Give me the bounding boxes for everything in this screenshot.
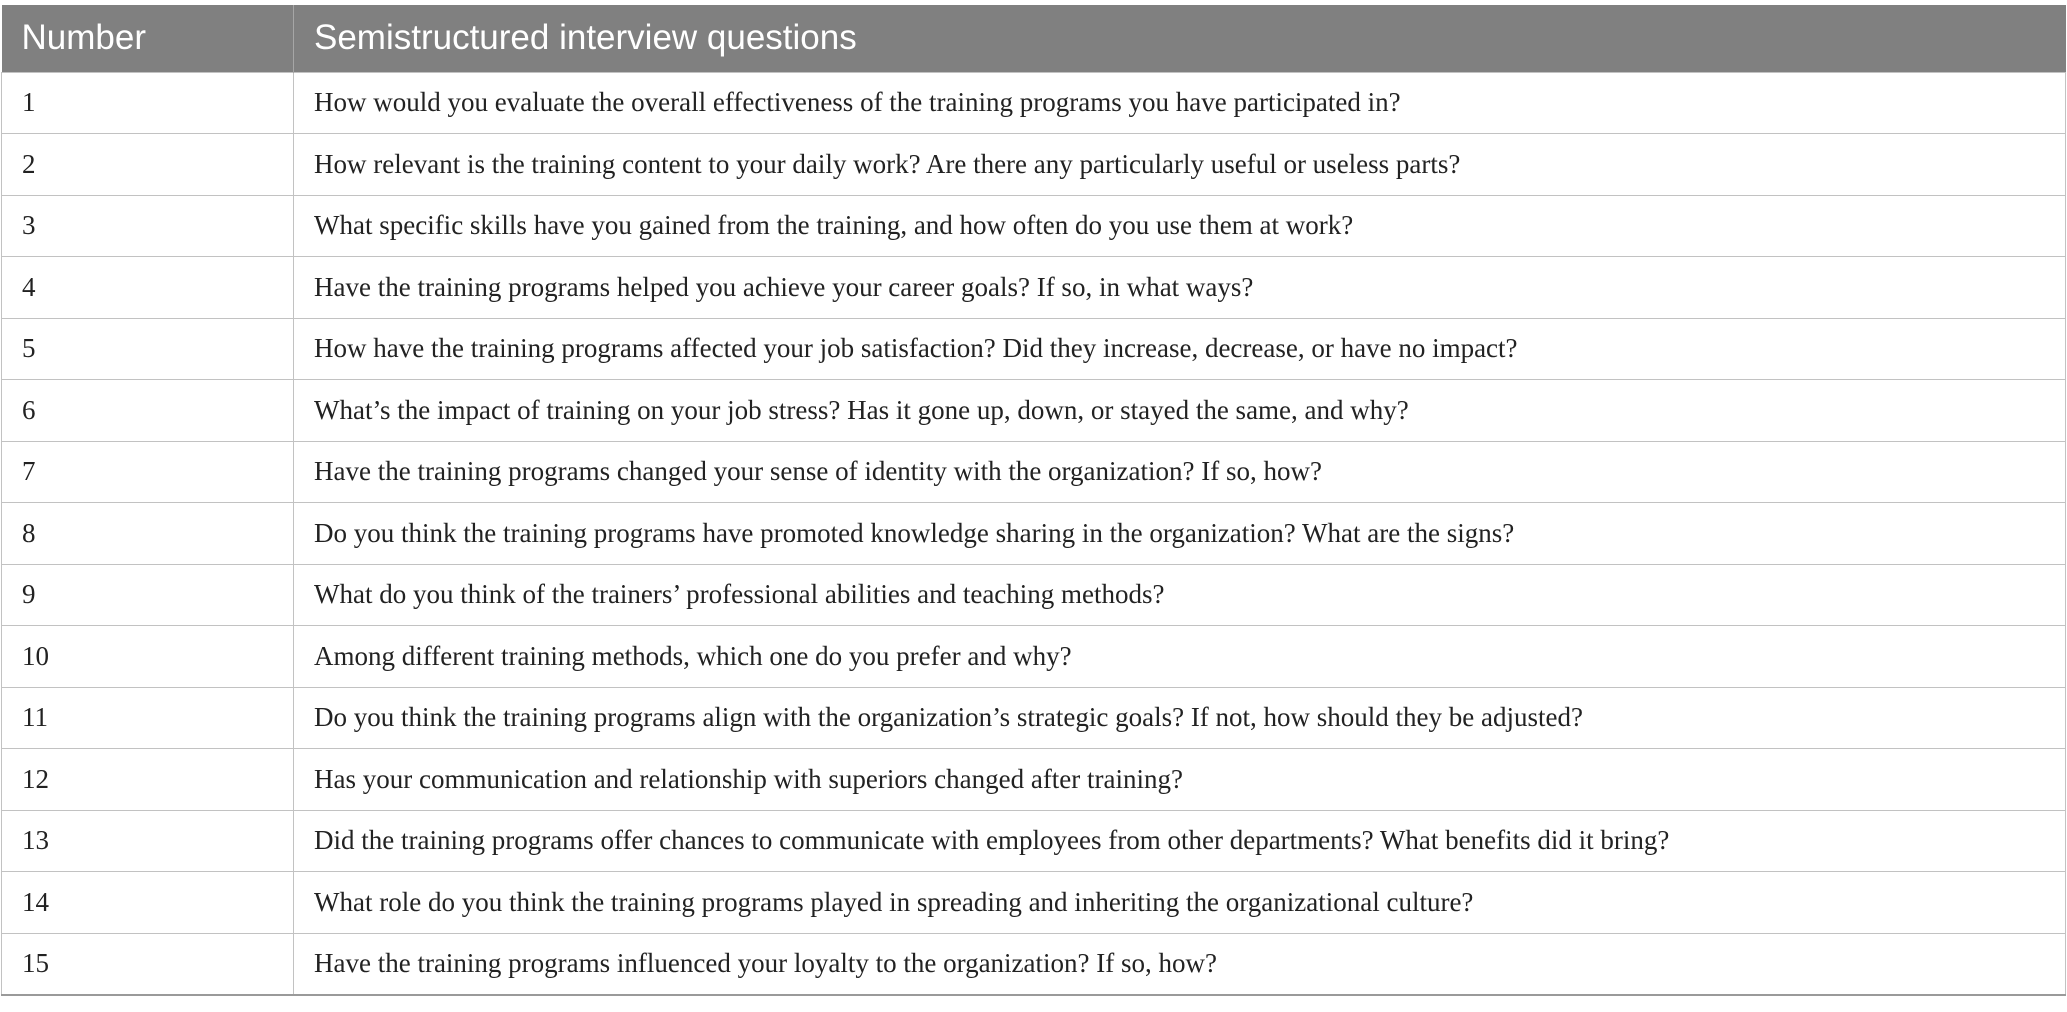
row-number: 8 xyxy=(2,503,294,565)
row-question: How relevant is the training content to your daily work? Are there any particularly useful or useless parts? xyxy=(294,134,2066,196)
row-question: How would you evaluate the overall effectiveness of the training programs you have participated in? xyxy=(294,72,2066,134)
row-question: Do you think the training programs have promoted knowledge sharing in the organization? What are the signs? xyxy=(294,503,2066,565)
table-row xyxy=(2,72,2066,134)
header-question: Semistructured interview questions xyxy=(294,5,2066,72)
row-number: 9 xyxy=(2,564,294,626)
row-question: Did the training programs offer chances to communicate with employees from other departments? What benefits did it bring? xyxy=(294,810,2066,872)
row-number: 15 xyxy=(2,933,294,995)
row-question: How have the training programs affected your job satisfaction? Did they increase, decrease, or have no impact? xyxy=(294,318,2066,380)
row-question: What do you think of the trainers’ professional abilities and teaching methods? xyxy=(294,564,2066,626)
row-number: 14 xyxy=(2,872,294,934)
table-row xyxy=(2,134,2066,196)
row-question: What specific skills have you gained from the training, and how often do you use them at work? xyxy=(294,195,2066,257)
header-number: Number xyxy=(2,5,294,72)
table-row xyxy=(2,626,2066,688)
row-question: Has your communication and relationship with superiors changed after training? xyxy=(294,749,2066,811)
table-row xyxy=(2,933,2066,995)
table-row xyxy=(2,564,2066,626)
header-row xyxy=(2,5,2066,72)
table-row xyxy=(2,749,2066,811)
table-body xyxy=(2,72,2066,995)
row-question: Have the training programs influenced your loyalty to the organization? If so, how? xyxy=(294,933,2066,995)
row-number: 13 xyxy=(2,810,294,872)
table-row xyxy=(2,872,2066,934)
row-number: 2 xyxy=(2,134,294,196)
row-number: 5 xyxy=(2,318,294,380)
row-number: 1 xyxy=(2,72,294,134)
table-row xyxy=(2,195,2066,257)
table-row xyxy=(2,503,2066,565)
row-number: 11 xyxy=(2,687,294,749)
row-question: Have the training programs helped you achieve your career goals? If so, in what ways? xyxy=(294,257,2066,319)
interview-questions-table xyxy=(1,5,2066,996)
interview-questions-table-container xyxy=(1,5,2065,996)
table-row xyxy=(2,687,2066,749)
row-question: Have the training programs changed your sense of identity with the organization? If so, how? xyxy=(294,441,2066,503)
row-number: 10 xyxy=(2,626,294,688)
table-row xyxy=(2,810,2066,872)
row-number: 7 xyxy=(2,441,294,503)
table-row xyxy=(2,257,2066,319)
row-number: 3 xyxy=(2,195,294,257)
table-row xyxy=(2,441,2066,503)
row-number: 12 xyxy=(2,749,294,811)
row-question: Among different training methods, which one do you prefer and why? xyxy=(294,626,2066,688)
table-row xyxy=(2,380,2066,442)
row-number: 4 xyxy=(2,257,294,319)
row-question: What role do you think the training programs played in spreading and inheriting the organizational culture? xyxy=(294,872,2066,934)
row-question: What’s the impact of training on your job stress? Has it gone up, down, or stayed the same, and why? xyxy=(294,380,2066,442)
table-header xyxy=(2,5,2066,72)
table-row xyxy=(2,318,2066,380)
row-number: 6 xyxy=(2,380,294,442)
row-question: Do you think the training programs align with the organization’s strategic goals? If not, how should they be adjusted? xyxy=(294,687,2066,749)
